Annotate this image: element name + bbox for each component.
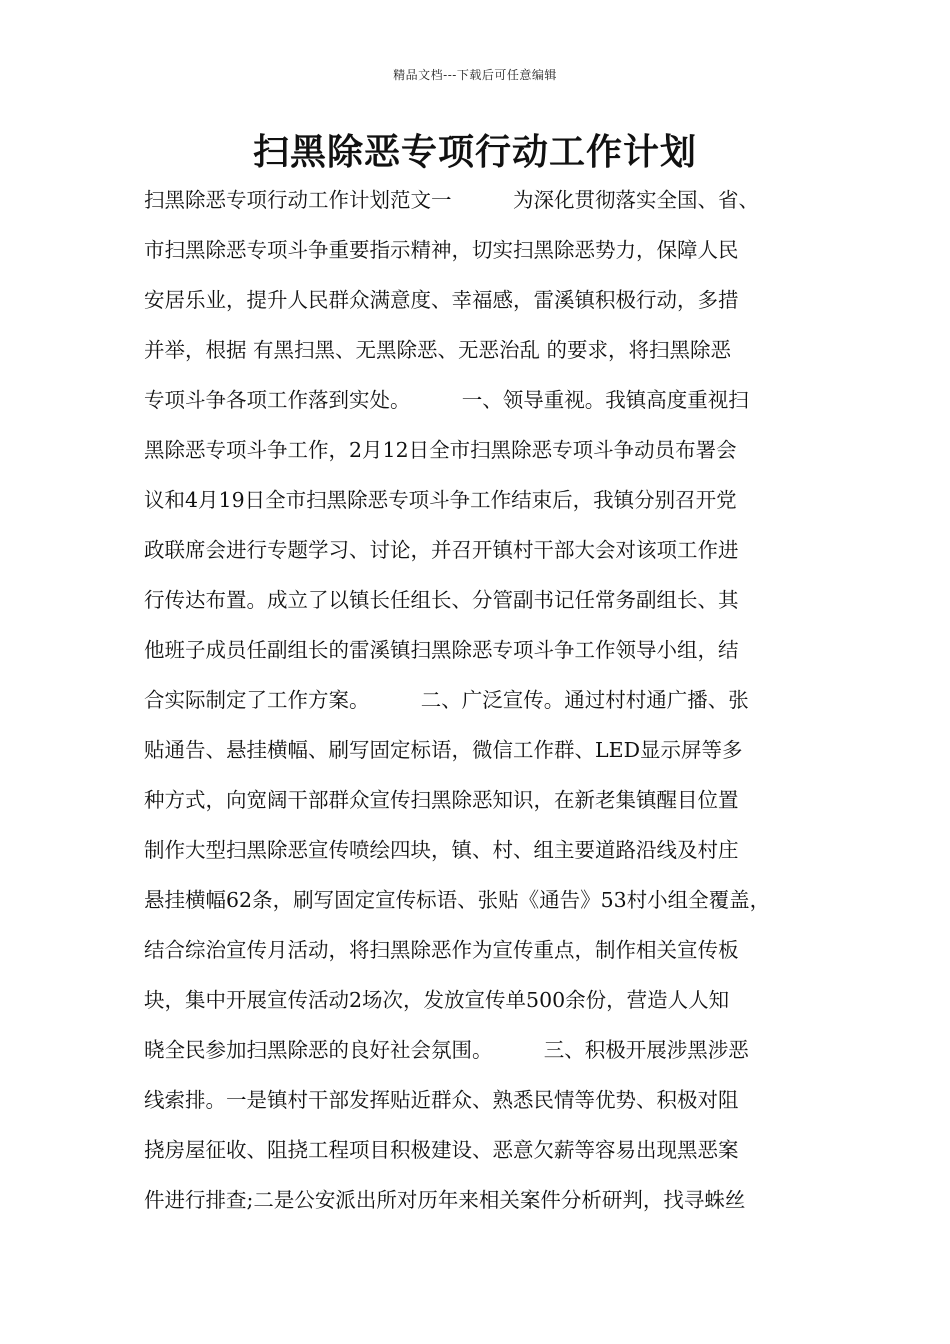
- document-title: 扫黑除恶专项行动工作计划: [252, 131, 697, 173]
- header-note: 精品文档---下载后可任意编辑: [393, 68, 557, 82]
- body-line: 块，集中开展宣传活动2场次，发放宣传单500余份，营造人人知: [144, 988, 730, 1012]
- body-line: 合实际制定了工作方案。 二、广泛宣传。通过村村通广播、张: [144, 688, 749, 712]
- body-line: 专项斗争各项工作落到实处。 一、领导重视。我镇高度重视扫: [144, 388, 749, 412]
- body-line: 市扫黑除恶专项斗争重要指示精神，切实扫黑除恶势力，保障人民: [144, 238, 739, 262]
- body-line: 悬挂横幅62条，刷写固定宣传标语、张贴《通告》53村小组全覆盖，: [144, 888, 771, 912]
- body-line: 扫黑除恶专项行动工作计划范文一 为深化贯彻落实全国、省、: [144, 188, 759, 212]
- body-line: 政联席会进行专题学习、讨论，并召开镇村干部大会对该项工作进: [144, 538, 739, 562]
- body-line: 种方式，向宽阔干部群众宣传扫黑除恶知识，在新老集镇醒目位置: [144, 788, 739, 812]
- body-line: 黑除恶专项斗争工作，2月12日全市扫黑除恶专项斗争动员布署会: [144, 438, 737, 462]
- body-line: 件进行排查;二是公安派出所对历年来相关案件分析研判，找寻蛛丝: [144, 1188, 746, 1212]
- body-line: 行传达布置。成立了以镇长任组长、分管副书记任常务副组长、其: [144, 588, 739, 612]
- body-line: 并举，根据 有黑扫黑、无黑除恶、无恶治乱 的要求，将扫黑除恶: [144, 338, 732, 362]
- body-line: 贴通告、悬挂横幅、刷写固定标语，微信工作群、LED显示屏等多: [144, 738, 743, 762]
- body-line: 议和4月19日全市扫黑除恶专项斗争工作结束后，我镇分别召开党: [144, 488, 737, 512]
- body-line: 晓全民参加扫黑除恶的良好社会氛围。 三、积极开展涉黑涉恶: [144, 1038, 749, 1062]
- body-line: 挠房屋征收、阻挠工程项目积极建设、恶意欠薪等容易出现黑恶案: [144, 1138, 739, 1162]
- body-line: 结合综治宣传月活动，将扫黑除恶作为宣传重点，制作相关宣传板: [144, 938, 739, 962]
- body-line: 线索排。一是镇村干部发挥贴近群众、熟悉民情等优势、积极对阻: [144, 1088, 739, 1112]
- body-line: 他班子成员任副组长的雷溪镇扫黑除恶专项斗争工作领导小组，结: [144, 638, 739, 662]
- body-line: 制作大型扫黑除恶宣传喷绘四块，镇、村、组主要道路沿线及村庄: [144, 838, 739, 862]
- body-line: 安居乐业，提升人民群众满意度、幸福感，雷溪镇积极行动，多措: [144, 288, 739, 312]
- document-body: [144, 180, 834, 1230]
